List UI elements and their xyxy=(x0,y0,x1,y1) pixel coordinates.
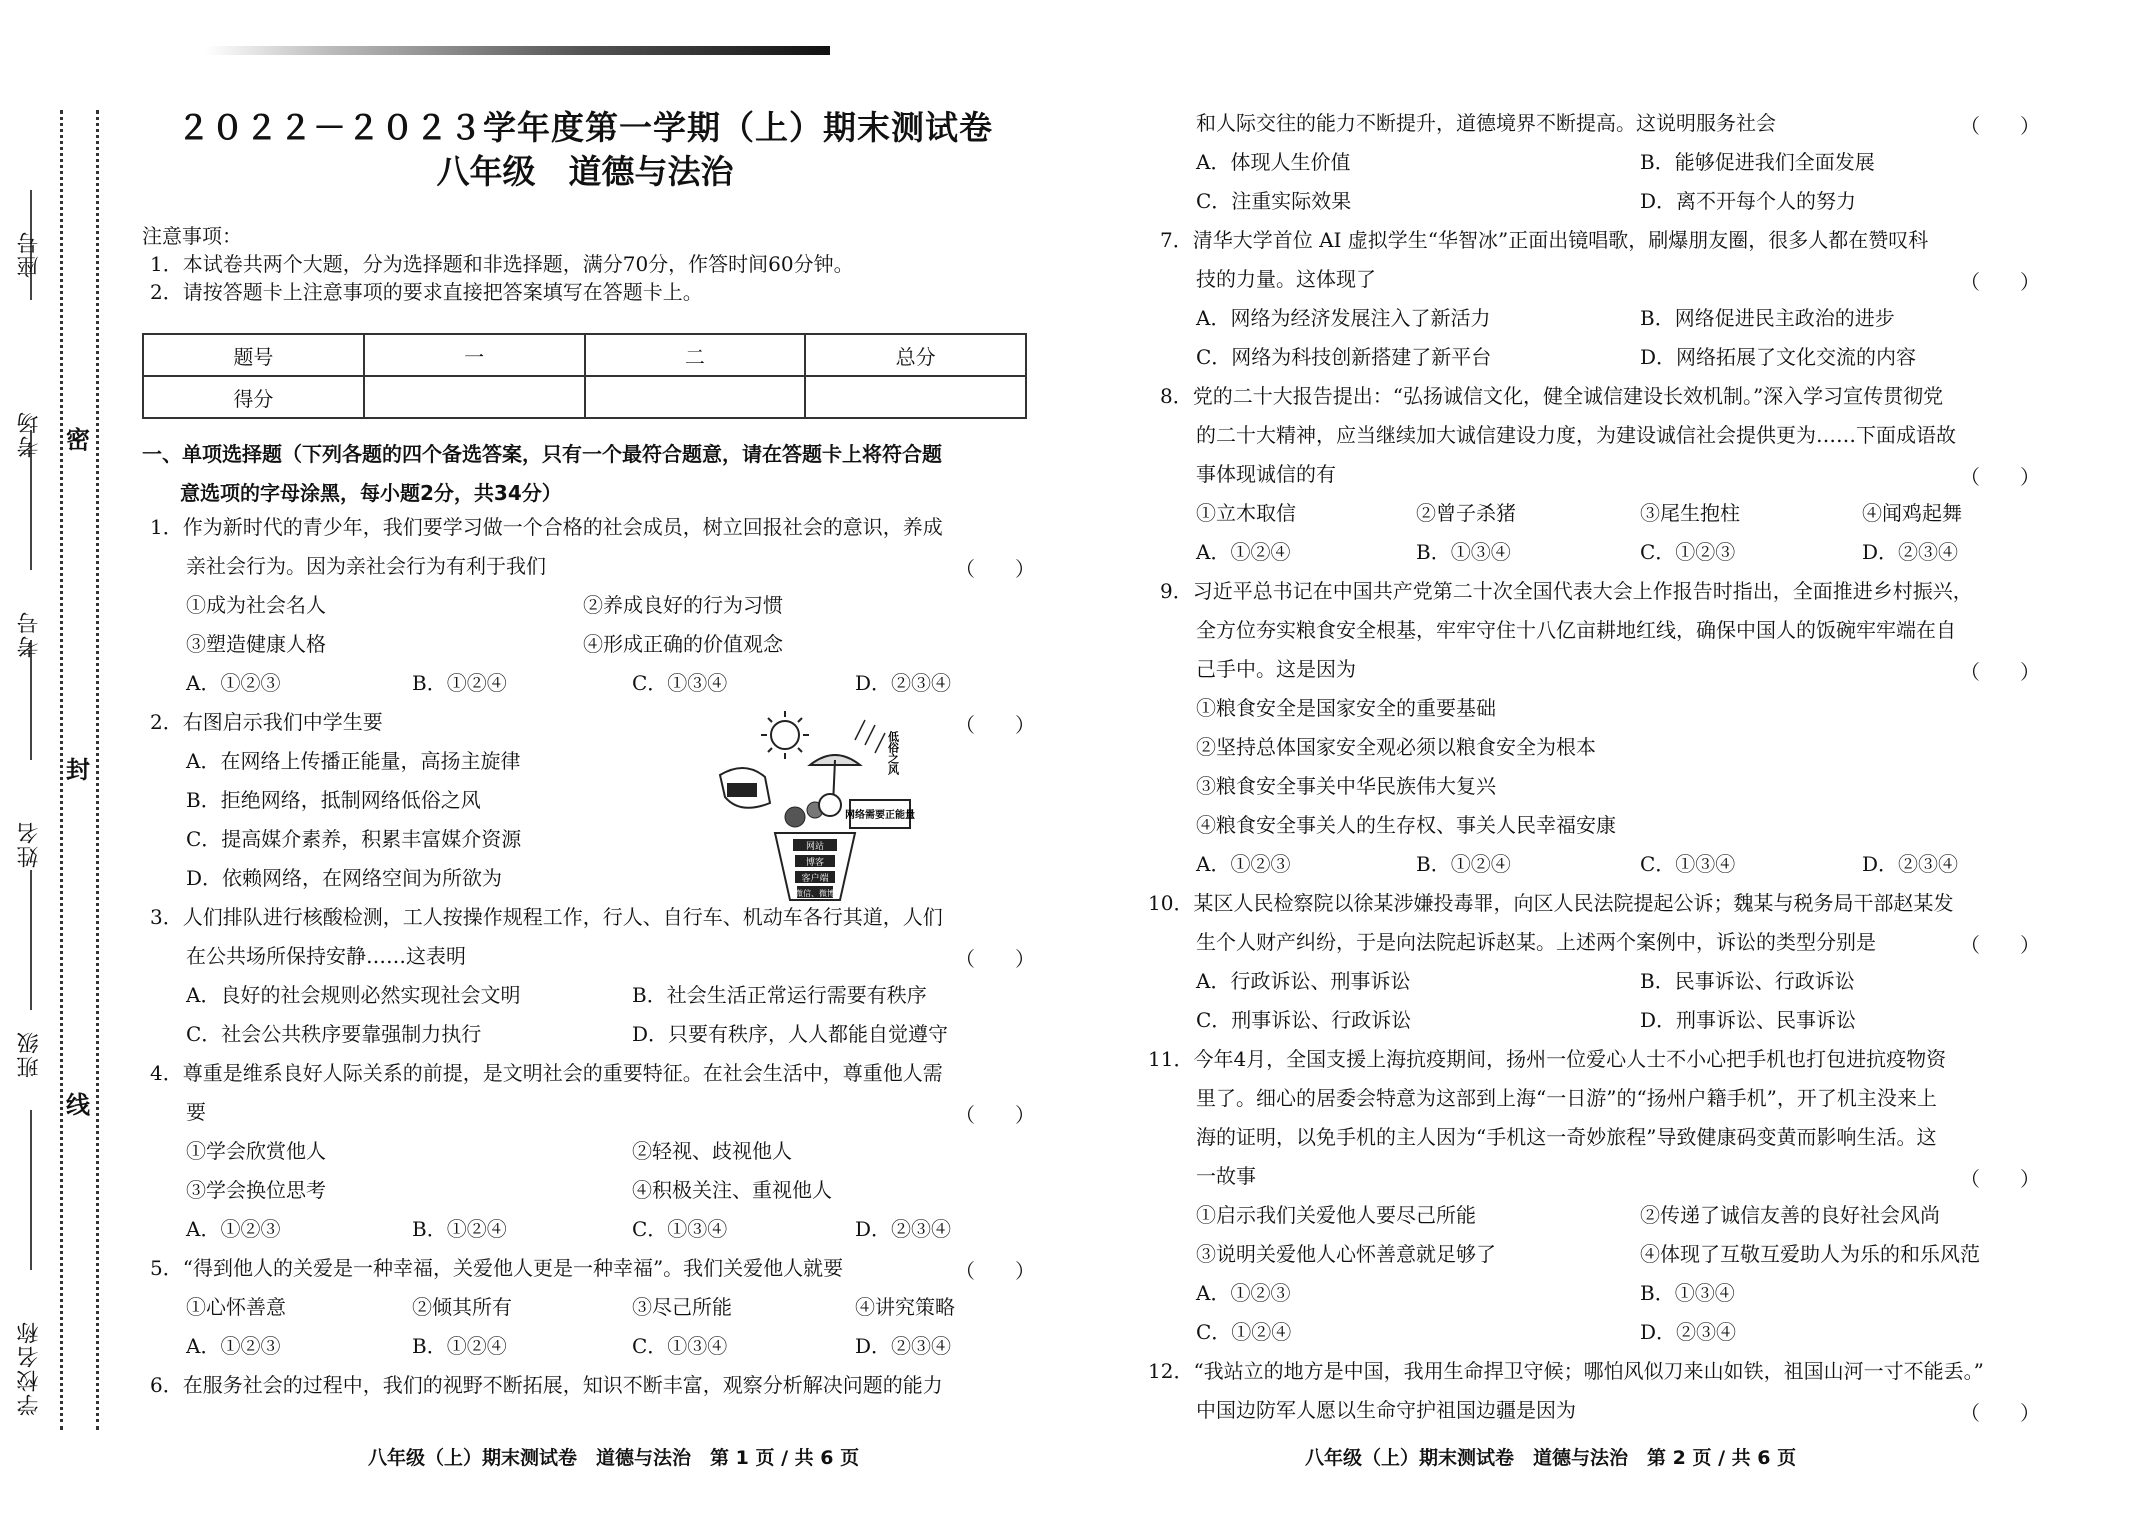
answer-blank-parens: （ ） xyxy=(955,557,1035,581)
right-line: 己手中。这是因为 xyxy=(1196,657,1356,681)
left-line: D．②③④ xyxy=(855,1217,952,1241)
blank-line-class xyxy=(30,1110,32,1270)
right-line: C．①②④ xyxy=(1196,1320,1292,1344)
right-line: B．①③④ xyxy=(1640,1281,1735,1305)
label-exam-no: 考号 xyxy=(17,610,42,658)
answer-blank-parens: （ ） xyxy=(1960,1401,2040,1425)
right-line: 一故事 xyxy=(1196,1164,1256,1188)
right-line: ④粮食安全事关人的生存权、事关人民幸福安康 xyxy=(1196,813,1616,837)
rain-lines xyxy=(855,720,885,753)
right-line: 8．党的二十大报告提出：“弘扬诚信文化，健全诚信建设长效机制。”深入学习宣传贯彻党 xyxy=(1160,384,1944,408)
label-class: 班级 xyxy=(17,1030,42,1078)
notice-item-1: 1．本试卷共两个大题，分为选择题和非选择题，满分70分，作答时间60分钟。 xyxy=(150,252,854,276)
right-line: D．离不开每个人的努力 xyxy=(1640,189,1857,213)
left-line: B．拒绝网络，抵制网络低俗之风 xyxy=(186,788,481,812)
notice-item-2: 2．请按答题卡上注意事项的要求直接把答案填写在答题卡上。 xyxy=(150,280,703,304)
right-line: 全方位夯实粮食安全根基，牢牢守住十八亿亩耕地红线，确保中国人的饭碗牢牢端在自 xyxy=(1196,618,1956,642)
left-line: C．①③④ xyxy=(632,1217,728,1241)
right-line: 和人际交往的能力不断提升，道德境界不断提高。这说明服务社会 xyxy=(1196,111,1776,135)
left-line: C．社会公共秩序要靠强制力执行 xyxy=(186,1022,482,1046)
right-line: C．注重实际效果 xyxy=(1196,189,1352,213)
footer-page-1: 八年级（上）期末测试卷 道德与法治 第 1 页 / 共 6 页 xyxy=(368,1447,860,1469)
right-line: B．民事诉讼、行政诉讼 xyxy=(1640,969,1855,993)
left-line: A．在网络上传播正能量，高扬主旋律 xyxy=(186,749,521,773)
right-line: D．刑事诉讼、民事诉讼 xyxy=(1640,1008,1857,1032)
right-line: ④体现了互敬互爱助人为乐的和乐风范 xyxy=(1640,1242,1980,1266)
right-line: D．网络拓展了文化交流的内容 xyxy=(1640,345,1917,369)
left-line: 要 xyxy=(186,1100,206,1124)
right-line: C．①②③ xyxy=(1640,540,1736,564)
right-line: D．②③④ xyxy=(1862,852,1959,876)
right-line: ②曾子杀猪 xyxy=(1416,501,1516,525)
right-line: 海的证明，以免手机的主人因为“手机这一奇妙旅程”导致健康码变黄而影响生活。这 xyxy=(1196,1125,1937,1149)
left-line: 5．“得到他人的关爱是一种幸福，关爱他人更是一种幸福”。我们关爱他人就要 xyxy=(150,1256,844,1280)
figure-label-wechat: 微信、微博 xyxy=(795,889,835,898)
score-cell-total xyxy=(805,376,1026,418)
exam-subtitle: 八年级 道德与法治 xyxy=(436,152,734,191)
sun-icon xyxy=(771,721,799,749)
right-line: 里了。细心的居委会特意为这部到上海“一日游”的“扬州户籍手机”，开了机主没来上 xyxy=(1196,1086,1937,1110)
right-line: A．网络为经济发展注入了新活力 xyxy=(1196,306,1491,330)
right-line: 技的力量。这体现了 xyxy=(1196,267,1376,291)
right-line: 10．某区人民检察院以徐某涉嫌投毒罪，向区人民法院提起公诉；魏某与税务局干部赵某发 xyxy=(1148,891,1954,915)
left-line: A．①②③ xyxy=(186,671,281,695)
answer-blank-parens: （ ） xyxy=(955,947,1035,971)
right-line: 生个人财产纠纷，于是向法院起诉赵某。上述两个案例中，诉讼的类型分别是 xyxy=(1196,930,1876,954)
child-head-icon xyxy=(819,794,841,816)
score-header-part1: 一 xyxy=(364,334,585,376)
footer-page-2: 八年级（上）期末测试卷 道德与法治 第 2 页 / 共 6 页 xyxy=(1305,1447,1797,1469)
left-line: 3．人们排队进行核酸检测，工人按操作规程工作，行人、自行车、机动车各行其道，人们 xyxy=(150,905,943,929)
blank-line-exam-no xyxy=(30,640,32,760)
sun-rays xyxy=(761,711,809,759)
right-line: ②坚持总体国家安全观必须以粮食安全为根本 xyxy=(1196,735,1596,759)
answer-blank-parens: （ ） xyxy=(1960,933,2040,957)
seal-dotted-line-inner xyxy=(60,110,63,1430)
figure-label-website: 网站 xyxy=(805,842,825,852)
right-line: ④闻鸡起舞 xyxy=(1862,501,1962,525)
right-line: D．②③④ xyxy=(1640,1320,1737,1344)
figure-label-positive-energy: 网络需要正能量 xyxy=(845,810,915,821)
score-table-header-row xyxy=(143,334,1026,376)
left-line: ④讲究策略 xyxy=(855,1295,955,1319)
answer-blank-parens: （ ） xyxy=(1960,114,2040,138)
right-line: 11．今年4月，全国支援上海抗疫期间，扬州一位爱心人士不小心把手机也打包进抗疫物资 xyxy=(1148,1047,1947,1071)
left-line: ①学会欣赏他人 xyxy=(186,1139,326,1163)
score-row-label: 得分 xyxy=(143,376,364,418)
left-line: B．社会生活正常运行需要有秩序 xyxy=(632,983,927,1007)
right-line: ③粮食安全事关中华民族伟大复兴 xyxy=(1196,774,1496,798)
figure-label-client: 客户端 xyxy=(801,874,829,884)
right-line: C．网络为科技创新搭建了新平台 xyxy=(1196,345,1492,369)
seal-char-xian: 线 xyxy=(66,1090,90,1119)
label-exam-room: 考场 xyxy=(17,410,42,458)
left-line: 6．在服务社会的过程中，我们的视野不断拓展，知识不断丰富，观察分析解决问题的能力 xyxy=(150,1373,943,1397)
left-line: 1．作为新时代的青少年，我们要学习做一个合格的社会成员，树立回报社会的意识，养成 xyxy=(150,515,943,539)
answer-blank-parens: （ ） xyxy=(955,713,1035,737)
left-line: D．②③④ xyxy=(855,671,952,695)
right-line: C．①③④ xyxy=(1640,852,1736,876)
left-line: ①心怀善意 xyxy=(186,1295,286,1319)
answer-blank-parens: （ ） xyxy=(1960,660,2040,684)
left-line: A．良好的社会规则必然实现社会文明 xyxy=(186,983,521,1007)
right-line: 中国边防军人愿以生命守护祖国边疆是因为 xyxy=(1196,1398,1576,1422)
left-line: 2．右图启示我们中学生要 xyxy=(150,710,383,734)
right-line: 12．“我站立的地方是中国，我用生命捍卫守候；哪怕风似刀来山如铁，祖国山河一寸不能丢。” xyxy=(1148,1359,1984,1383)
left-line: 4．尊重是维系良好人际关系的前提，是文明社会的重要特征。在社会生活中，尊重他人需 xyxy=(150,1061,943,1085)
right-line: ①立木取信 xyxy=(1196,501,1296,525)
left-line: ②养成良好的行为习惯 xyxy=(583,593,783,617)
right-line: C．刑事诉讼、行政诉讼 xyxy=(1196,1008,1412,1032)
right-line: ③尾生抱柱 xyxy=(1640,501,1740,525)
left-line: ③塑造健康人格 xyxy=(186,632,326,656)
figure-label-vulgar-wind: 低俗之风 xyxy=(886,731,900,775)
answer-blank-parens: （ ） xyxy=(955,1103,1035,1127)
left-line: C．提高媒介素养，积累丰富媒介资源 xyxy=(186,827,522,851)
left-line: D．只要有秩序，人人都能自觉遵守 xyxy=(632,1022,949,1046)
score-table xyxy=(142,333,1027,419)
left-line: 在公共场所保持安静……这表明 xyxy=(186,944,466,968)
right-line: 事体现诚信的有 xyxy=(1196,462,1336,486)
right-line: B．能够促进我们全面发展 xyxy=(1640,150,1875,174)
right-line: ①粮食安全是国家安全的重要基础 xyxy=(1196,696,1496,720)
left-line: 亲社会行为。因为亲社会行为有利于我们 xyxy=(186,554,546,578)
right-line: A．①②③ xyxy=(1196,1281,1291,1305)
score-header-total: 总分 xyxy=(805,334,1026,376)
left-line: B．①②④ xyxy=(412,1217,507,1241)
answer-blank-parens: （ ） xyxy=(1960,1167,2040,1191)
right-line: A．体现人生价值 xyxy=(1196,150,1351,174)
answer-blank-parens: （ ） xyxy=(1960,270,2040,294)
score-header-part2: 二 xyxy=(585,334,806,376)
right-line: B．网络促进民主政治的进步 xyxy=(1640,306,1895,330)
label-school: 学校名称 xyxy=(17,1320,42,1416)
right-line: ③说明关爱他人心怀善意就足够了 xyxy=(1196,1242,1496,1266)
seal-char-feng: 封 xyxy=(66,755,90,784)
header-decorative-bar xyxy=(205,46,830,55)
section1-heading-line2: 意选项的字母涂黑，每小题2分，共34分） xyxy=(180,481,562,505)
flower-icon xyxy=(785,807,805,827)
left-line: ②倾其所有 xyxy=(412,1295,512,1319)
right-line: A．①②④ xyxy=(1196,540,1291,564)
right-line: B．①③④ xyxy=(1416,540,1511,564)
right-line: B．①②④ xyxy=(1416,852,1511,876)
left-line: A．①②③ xyxy=(186,1217,281,1241)
seal-char-mi: 密 xyxy=(66,425,90,454)
binding-strip xyxy=(0,110,130,1430)
score-table-score-row xyxy=(143,376,1026,418)
right-line: 7．清华大学首位 AI 虚拟学生“华智冰”正面出镜唱歌，刷爆朋友圈，很多人都在赞叹科 xyxy=(1160,228,1929,252)
left-line: C．①③④ xyxy=(632,671,728,695)
left-line: ①成为社会名人 xyxy=(186,593,326,617)
exam-title: ２０２２－２０２３学年度第一学期（上）期末测试卷 xyxy=(177,108,993,147)
figure-label-blog: 博客 xyxy=(805,858,825,868)
left-line: D．依赖网络，在网络空间为所欲为 xyxy=(186,866,503,890)
left-line: ④积极关注、重视他人 xyxy=(632,1178,832,1202)
score-cell-part1 xyxy=(364,376,585,418)
label-name: 姓名 xyxy=(17,820,42,868)
left-line: A．①②③ xyxy=(186,1334,281,1358)
right-line: 9．习近平总书记在中国共产党第二十次全国代表大会上作报告时指出，全面推进乡村振兴， xyxy=(1160,579,1973,603)
left-line: D．②③④ xyxy=(855,1334,952,1358)
left-line: ④形成正确的价值观念 xyxy=(583,632,783,656)
notice-heading: 注意事项： xyxy=(142,224,242,248)
answer-blank-parens: （ ） xyxy=(955,1259,1035,1283)
right-line: ②传递了诚信友善的良好社会风尚 xyxy=(1640,1203,1940,1227)
answer-blank-parens: （ ） xyxy=(1960,465,2040,489)
left-line: ②轻视、歧视他人 xyxy=(632,1139,792,1163)
left-line: B．①②④ xyxy=(412,1334,507,1358)
left-line: C．①③④ xyxy=(632,1334,728,1358)
right-line: 的二十大精神，应当继续加大诚信建设力度，为建设诚信社会提供更为……下面成语故 xyxy=(1196,423,1956,447)
section1-heading-line1: 一、单项选择题（下列各题的四个备选答案，只有一个最符合题意，请在答题卡上将符合题 xyxy=(142,442,942,466)
right-line: D．②③④ xyxy=(1862,540,1959,564)
blank-line-name xyxy=(30,870,32,1010)
score-cell-part2 xyxy=(585,376,806,418)
q2-illustration xyxy=(715,705,915,905)
watering-can-label xyxy=(727,783,757,797)
left-line: ③学会换位思考 xyxy=(186,1178,326,1202)
right-line: A．①②③ xyxy=(1196,852,1291,876)
label-seat-no: 座号 xyxy=(17,230,42,278)
score-header-item: 题号 xyxy=(143,334,364,376)
right-line: ①启示我们关爱他人要尽己所能 xyxy=(1196,1203,1476,1227)
left-line: ③尽己所能 xyxy=(632,1295,732,1319)
left-line: B．①②④ xyxy=(412,671,507,695)
right-line: A．行政诉讼、刑事诉讼 xyxy=(1196,969,1411,993)
seal-dotted-line-outer xyxy=(96,110,99,1430)
